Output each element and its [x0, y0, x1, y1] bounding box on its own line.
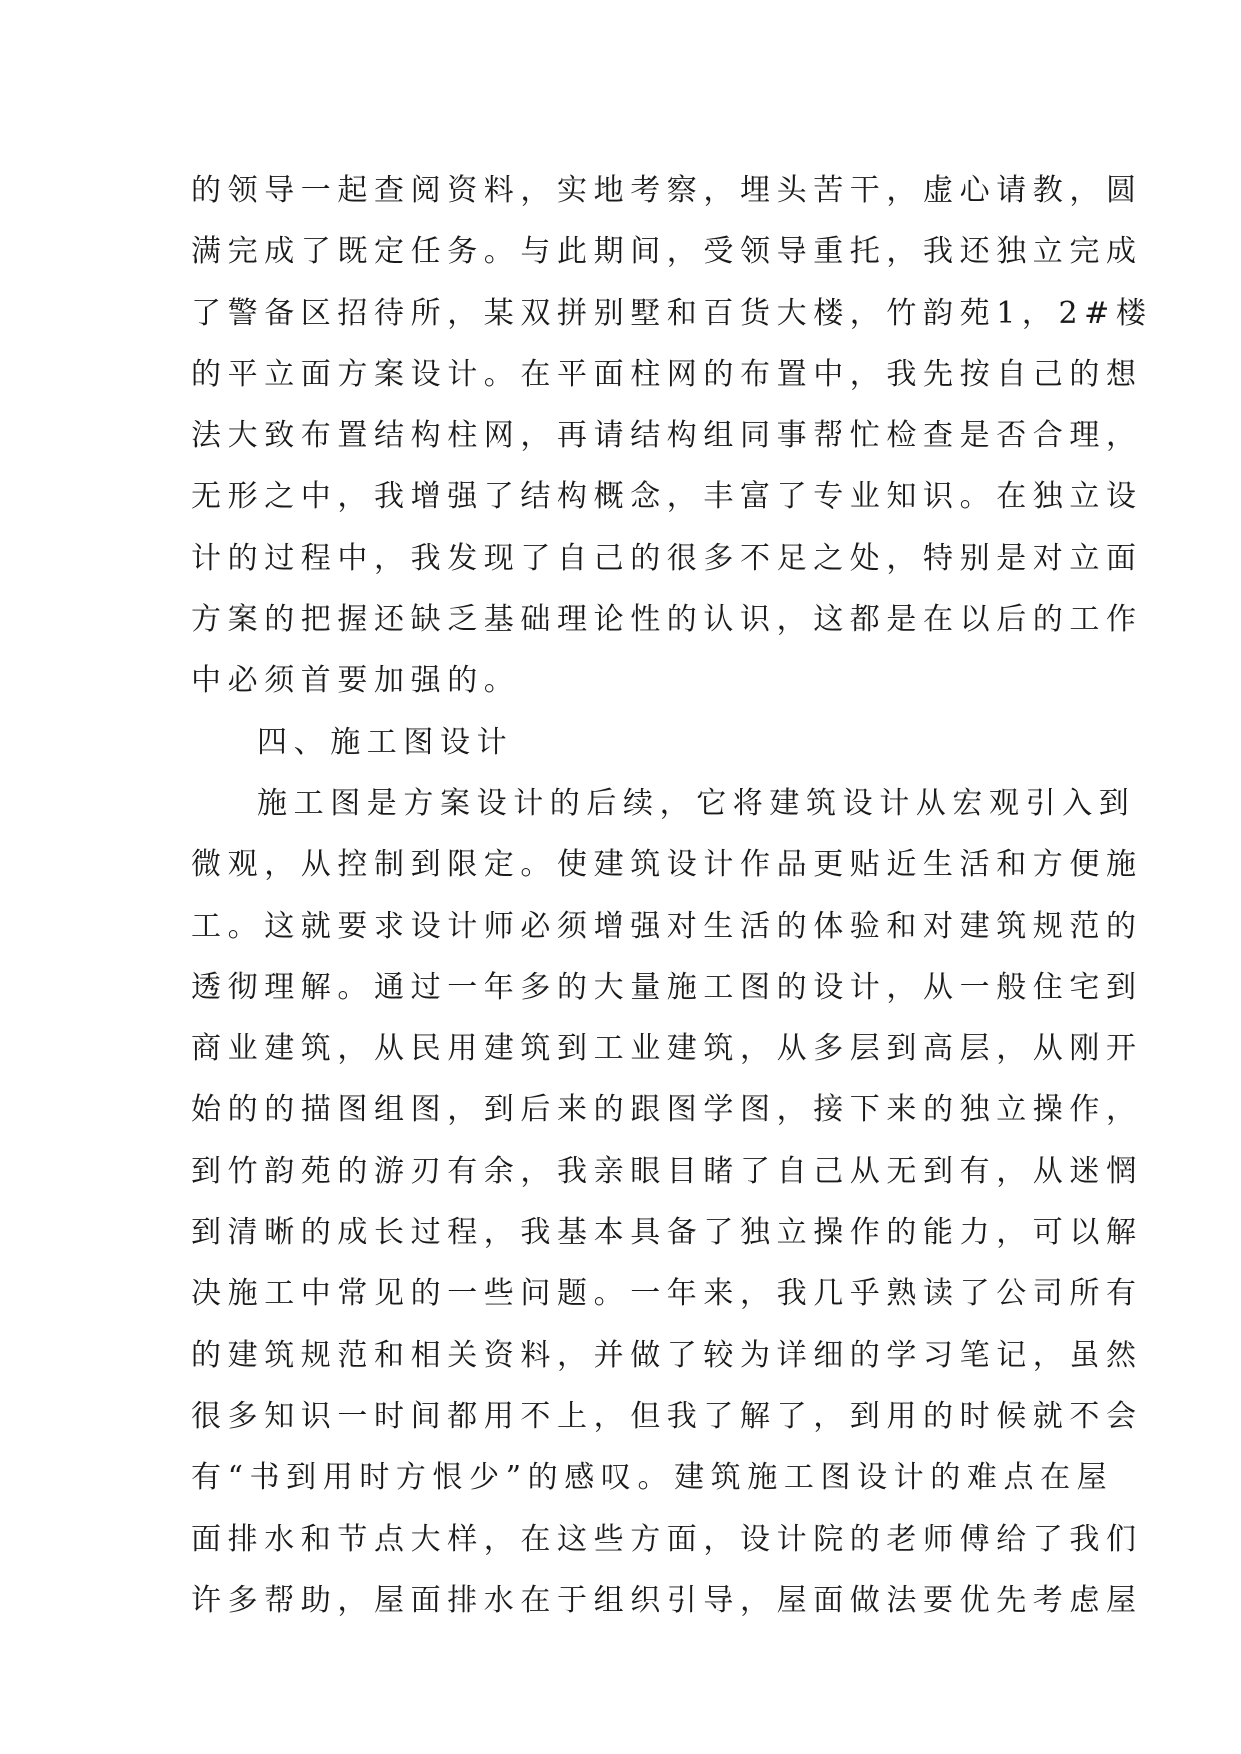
- text-line: 方案的把握还缺乏基础理论性的认识，这都是在以后的工作: [191, 602, 1143, 638]
- text-line: 的建筑规范和相关资料，并做了较为详细的学习笔记，虽然: [191, 1337, 1143, 1373]
- text-line: 满完成了既定任务。与此期间，受领导重托，我还独立完成: [191, 234, 1143, 270]
- text-line: 计的过程中，我发现了自己的很多不足之处，特别是对立面: [191, 540, 1143, 576]
- document-body: [191, 160, 1153, 1631]
- paragraph-first-line: 施工图是方案设计的后续，它将建筑设计从宏观引入到: [257, 785, 1136, 821]
- text-line: 很多知识一时间都用不上，但我了解了，到用的时候就不会: [191, 1398, 1143, 1434]
- text-line: 商业建筑，从民用建筑到工业建筑，从多层到高层，从刚开: [191, 1031, 1143, 1067]
- text-line: 工。这就要求设计师必须增强对生活的体验和对建筑规范的: [191, 908, 1143, 944]
- text-line: 到竹韵苑的游刃有余，我亲眼目睹了自己从无到有，从迷惘: [191, 1153, 1143, 1189]
- text-line: 了警备区招待所，某双拼别墅和百货大楼，竹韵苑1，2#楼: [191, 295, 1153, 331]
- text-line: 微观，从控制到限定。使建筑设计作品更贴近生活和方便施: [191, 847, 1143, 883]
- text-line: 许多帮助，屋面排水在于组织引导，屋面做法要优先考虑屋: [191, 1582, 1143, 1618]
- text-line: 始的的描图组图，到后来的跟图学图，接下来的独立操作，: [191, 1092, 1143, 1128]
- text-line: 的平立面方案设计。在平面柱网的布置中，我先按自己的想: [191, 356, 1143, 392]
- text-line: 无形之中，我增强了结构概念，丰富了专业知识。在独立设: [191, 479, 1143, 515]
- text-line: 的领导一起查阅资料，实地考察，埋头苦干，虚心请教，圆: [191, 173, 1143, 208]
- text-line: 面排水和节点大样，在这些方面，设计院的老师傅给了我们: [191, 1521, 1143, 1557]
- text-line: 中必须首要加强的。: [191, 663, 521, 699]
- text-line: 法大致布置结构柱网，再请结构组同事帮忙检查是否合理，: [191, 418, 1143, 454]
- text-line: 决施工中常见的一些问题。一年来，我几乎熟读了公司所有: [191, 1276, 1143, 1312]
- text-line: 到清晰的成长过程，我基本具备了独立操作的能力，可以解: [191, 1215, 1143, 1251]
- text-line: 有“书到用时方恨少”的感叹。建筑施工图设计的难点在屋: [191, 1460, 1114, 1496]
- text-line: 透彻理解。通过一年多的大量施工图的设计，从一般住宅到: [191, 969, 1143, 1005]
- section-heading: 四、施工图设计: [257, 724, 514, 760]
